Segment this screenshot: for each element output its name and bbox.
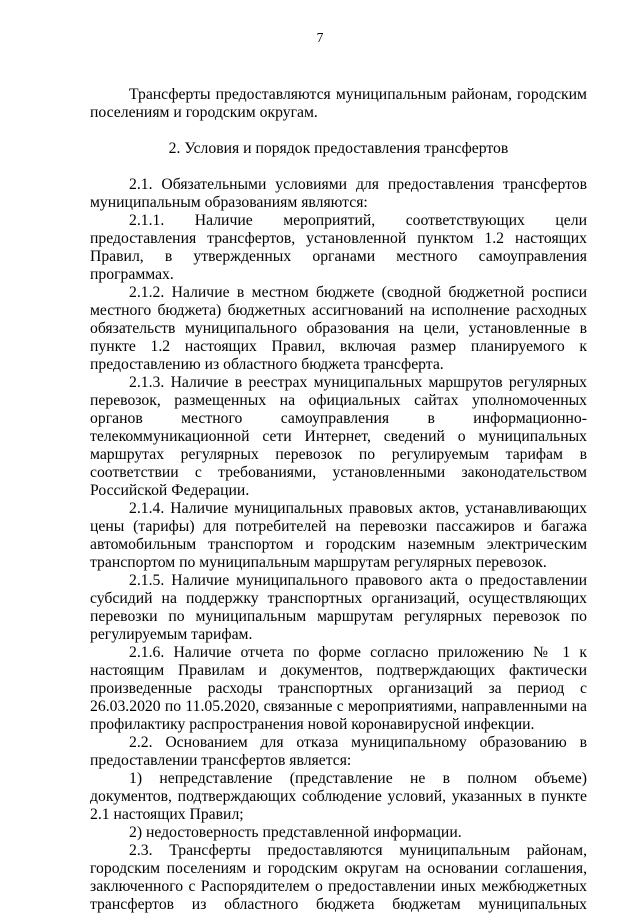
section-heading: 2. Условия и порядок предоставления трансфертов [168,140,509,157]
page-number: 7 [316,30,324,45]
paragraph-2-2-item-1: 1) непредставление (представление не в полном объеме) документов, подтверждающих соблюдение условий, указанных в пункте 2.1 настоящих Правил; [90,770,587,823]
paragraph-2-2-item-2: 2) недостоверность представленной информации. [129,824,462,841]
paragraph-2-1: 2.1. Обязательными условиями для предоставления трансфертов муниципальным образованиям являются: [90,176,587,211]
paragraph-2-1-2: 2.1.2. Наличие в местном бюджете (сводной бюджетной росписи местного бюджета) бюджетных ассигнований на исполнение расходных обязательств муниципального образования на цели, установленные в пункте 1.2 настоящих Правил, включая размер планируемого к предоставлению из областного бюджета трансферта. [90,284,587,373]
paragraph-2-1-1: 2.1.1. Наличие мероприятий, соответствующих цели предоставления трансфертов, установленной пунктом 1.2 настоящих Правил, в утвержденных органами местного самоуправления программах. [90,212,587,283]
intro-paragraph: Трансферты предоставляются муниципальным районам, городским поселениям и городским округам. [90,86,587,121]
paragraph-2-1-5: 2.1.5. Наличие муниципального правового акта о предоставлении субсидий на поддержку транспортных организаций, осуществляющих перевозки по муниципальным маршрутам регулярных перевозок по регулируемым тарифам. [90,572,587,643]
paragraph-2-1-3: 2.1.3. Наличие в реестрах муниципальных маршрутов регулярных перевозок, размещенных на официальных сайтах уполномоченных органов местного самоуправления в информационно-телекоммуникационной сети Интернет, сведений о муниципальных маршрутах регулярных перевозок по регулируемым тарифам в соответствии с требованиями, установленными законодательством Российской Федерации. [90,374,587,499]
paragraph-2-3: 2.3. Трансферты предоставляются муниципальным районам, городским поселениям и городским округам на основании соглашения, заключенного с Распорядителем о предоставлении иных межбюджетных трансфертов из областного бюджета бюджетам муниципальных [90,842,587,913]
paragraph-2-1-4: 2.1.4. Наличие муниципальных правовых актов, устанавливающих цены (тарифы) для потребителей на перевозки пассажиров и багажа автомобильным транспортом и городским наземным электрическим транспортом по муниципальным маршрутам регулярных перевозок. [90,500,587,571]
paragraph-2-2: 2.2. Основанием для отказа муниципальному образованию в предоставлении трансфертов является: [90,734,587,769]
paragraph-2-1-6: 2.1.6. Наличие отчета по форме согласно приложению № 1 к настоящим Правилам и документов, подтверждающих фактически произведенные расходы транспортных организаций за период с 26.03.2020 по 11.05.2020, связанные с мероприятиями, направленными на профилактику распространения новой коронавирусной инфекции. [90,644,587,733]
document-body [90,86,587,914]
